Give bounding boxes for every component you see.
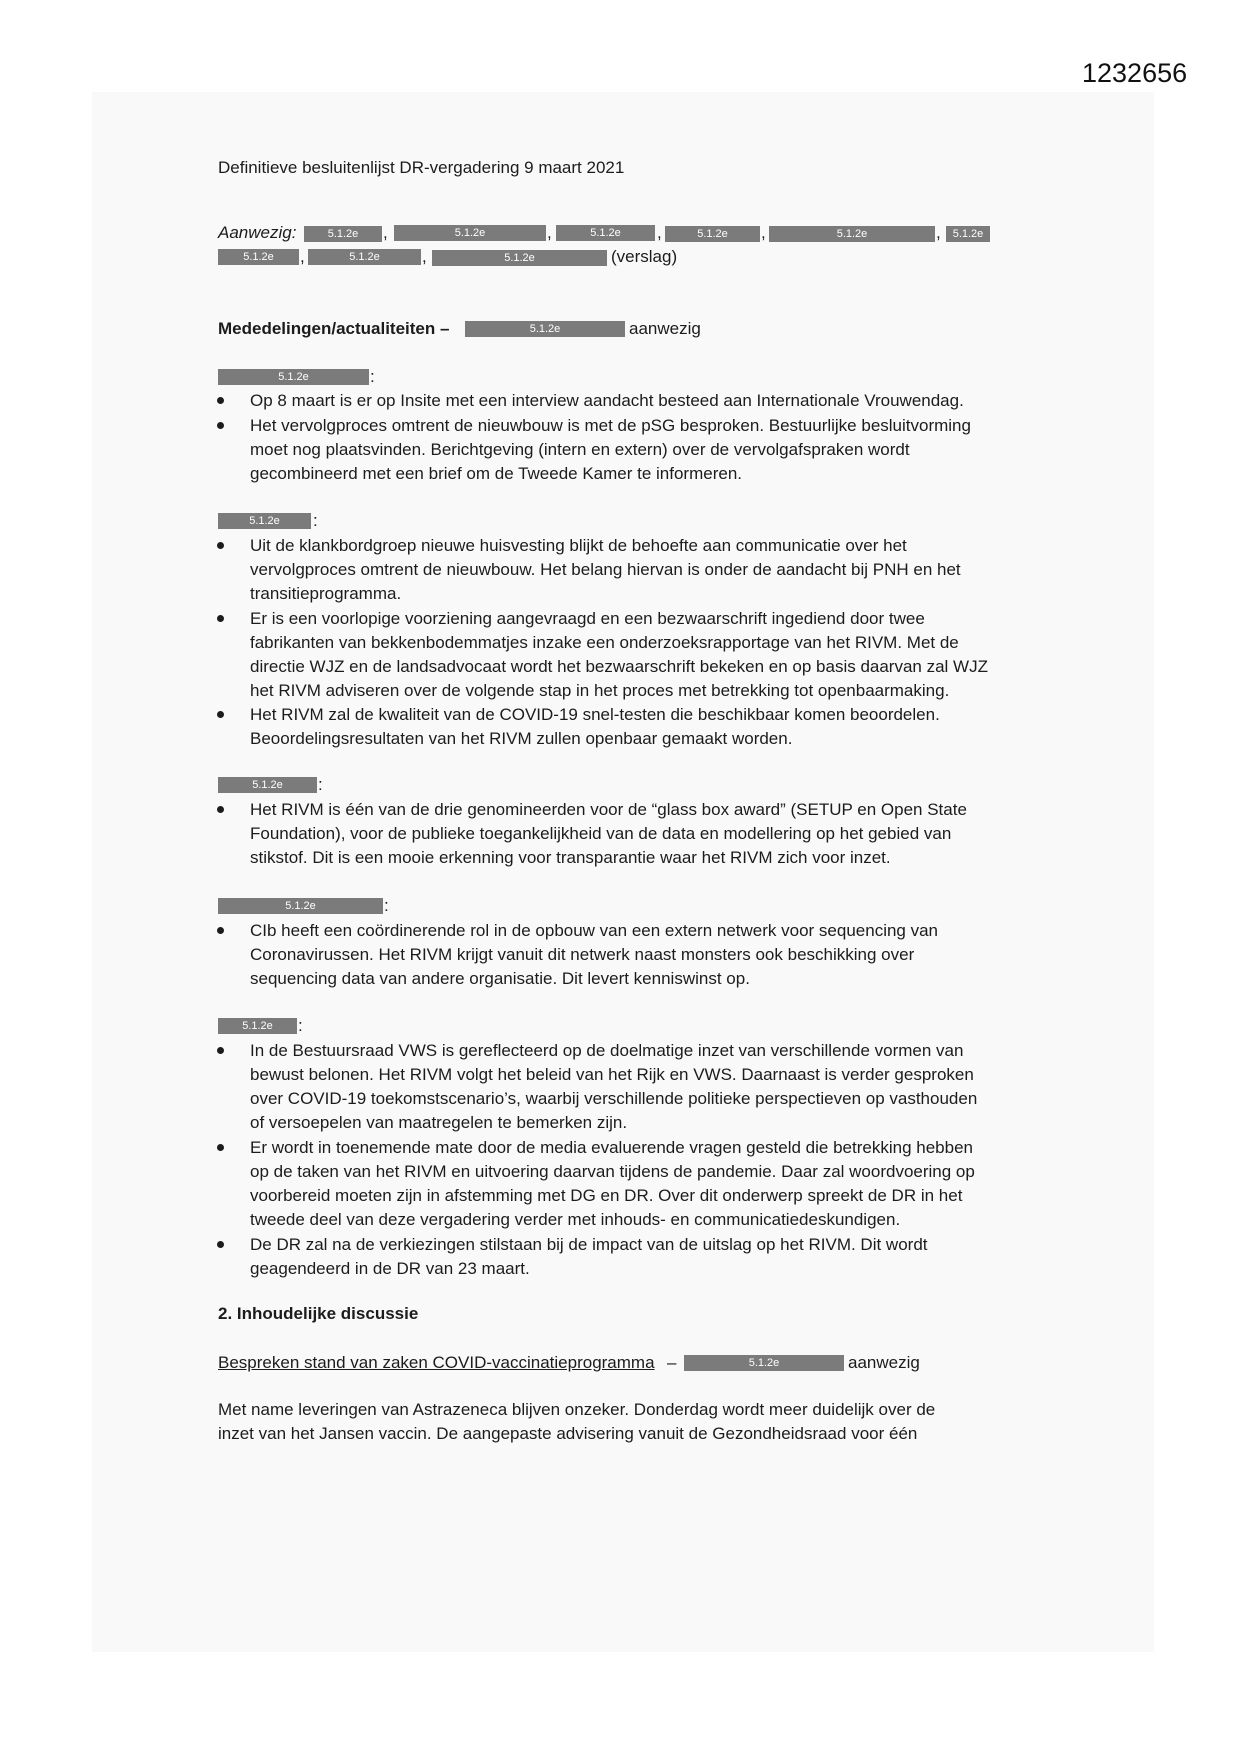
bullet-icon xyxy=(217,1241,224,1248)
separator-comma: , xyxy=(761,223,766,242)
bullet-text: over COVID-19 toekomstscenario’s, waarbij verschillende politieke perspectieven op vasthouden xyxy=(250,1089,978,1108)
redaction-box: 5.1.2e xyxy=(684,1355,844,1371)
speaker-redaction: 5.1.2e xyxy=(218,513,311,529)
bullet-text: geagendeerd in de DR van 23 maart. xyxy=(250,1259,530,1278)
paragraph-line: Met name leveringen van Astrazeneca blijven onzeker. Donderdag wordt meer duidelijk over de xyxy=(218,1400,936,1419)
separator-comma: , xyxy=(383,223,388,242)
bullet-text: CIb heeft een coördinerende rol in de opbouw van een extern netwerk voor sequencing van xyxy=(250,921,939,940)
bullet-icon xyxy=(217,927,224,934)
speaker-colon: : xyxy=(318,775,323,794)
speaker-redaction: 5.1.2e xyxy=(218,1018,297,1034)
bullet-text: transitieprogramma. xyxy=(250,584,402,603)
aanwezig-label: Aanwezig: xyxy=(218,223,297,242)
bullet-text: op de taken van het RIVM en uitvoering daarvan tijdens de pandemie. Daar zal woordvoering op xyxy=(250,1162,975,1181)
redaction-box: 5.1.2e xyxy=(304,226,382,242)
redaction-box: 5.1.2e xyxy=(946,226,990,242)
speaker-redaction: 5.1.2e xyxy=(218,898,383,914)
bullet-text: Coronavirussen. Het RIVM krijgt vanuit dit netwerk naast monsters ook beschikking over xyxy=(250,945,915,964)
bullet-text: Het vervolgproces omtrent de nieuwbouw is met de pSG besproken. Bestuurlijke besluitvorming xyxy=(250,416,971,435)
bullet-text: Uit de klankbordgroep nieuwe huisvesting blijkt de behoefte aan communicatie over het xyxy=(250,536,907,555)
agenda-item-aanwezig: aanwezig xyxy=(848,1353,920,1372)
document-number: 1232656 xyxy=(1082,58,1188,88)
bullet-text: of versoepelen van maatregelen te bemerken zijn. xyxy=(250,1113,628,1132)
agenda-item-dash: – xyxy=(667,1353,677,1372)
redaction-box: 5.1.2e xyxy=(432,250,607,266)
separator-comma: , xyxy=(657,223,662,242)
bullet-text: het RIVM adviseren over de volgende stap in het proces met betrekking tot openbaarmaking. xyxy=(250,681,950,700)
speaker-colon: : xyxy=(313,511,318,530)
bullet-icon xyxy=(217,711,224,718)
speaker-colon: : xyxy=(298,1016,303,1035)
agenda-item-title: Bespreken stand van zaken COVID-vaccinatieprogramma xyxy=(218,1353,655,1372)
redaction-box: 5.1.2e xyxy=(769,226,935,242)
bullet-text: bewust belonen. Het RIVM volgt het beleid van het Rijk en VWS. Daarnaast is verder gesproken xyxy=(250,1065,974,1084)
bullet-text: tweede deel van deze vergadering verder met inhouds- en communicatiedeskundigen. xyxy=(250,1210,901,1229)
bullet-text: sequencing data van andere organisatie. Dit levert kenniswinst op. xyxy=(250,969,750,988)
bullet-icon xyxy=(217,397,224,404)
bullet-text: stikstof. Dit is een mooie erkenning voor transparantie waar het RIVM zich voor inzet. xyxy=(250,848,891,867)
aanwezig-verslag: (verslag) xyxy=(611,247,678,266)
bullet-text: fabrikanten van bekkenbodemmatjes inzake een onderzoeksrapportage van het RIVM. Met de xyxy=(250,633,959,652)
redaction-box: 5.1.2e xyxy=(665,226,760,242)
bullet-icon xyxy=(217,1144,224,1151)
redaction-box: 5.1.2e xyxy=(394,225,546,241)
bullet-text: In de Bestuursraad VWS is gereflecteerd op de doelmatige inzet van verschillende vormen van xyxy=(250,1041,964,1060)
speaker-redaction: 5.1.2e xyxy=(218,369,369,385)
bullet-icon xyxy=(217,1047,224,1054)
bullet-icon xyxy=(217,615,224,622)
separator-comma: , xyxy=(936,223,941,242)
bullet-text: Er wordt in toenemende mate door de media evaluerende vragen gesteld die betrekking hebben xyxy=(250,1138,973,1157)
section-heading: 2. Inhoudelijke discussie xyxy=(218,1304,419,1323)
bullet-text: Op 8 maart is er op Insite met een interview aandacht besteed aan Internationale Vrouwendag. xyxy=(250,391,964,410)
speaker-colon: : xyxy=(370,367,375,386)
bullet-text: moet nog plaatsvinden. Berichtgeving (intern en extern) over de vervolgafspraken wordt xyxy=(250,440,910,459)
mededelingen-aanwezig: aanwezig xyxy=(629,319,701,338)
paragraph-line: inzet van het Jansen vaccin. De aangepaste advisering vanuit de Gezondheidsraad voor één xyxy=(218,1424,918,1443)
bullet-text: Er is een voorlopige voorziening aangevraagd en een bezwaarschrift ingediend door twee xyxy=(250,609,925,628)
bullet-text: directie WJZ en de landsadvocaat wordt het bezwaarschrift bekeken en op basis daarvan zal WJZ xyxy=(250,657,988,676)
bullet-text: Het RIVM is één van de drie genomineerden voor de “glass box award” (SETUP en Open State xyxy=(250,800,967,819)
bullet-text: voorbereid moeten zijn in afstemming met DG en DR. Over dit onderwerp spreekt de DR in het xyxy=(250,1186,963,1205)
speaker-redaction: 5.1.2e xyxy=(218,777,317,793)
bullet-icon xyxy=(217,422,224,429)
speaker-colon: : xyxy=(384,896,389,915)
redaction-box: 5.1.2e xyxy=(465,321,625,337)
bullet-text: Het RIVM zal de kwaliteit van de COVID-19 snel-testen die beschikbaar komen beoordelen. xyxy=(250,705,940,724)
separator-comma: , xyxy=(547,223,552,242)
document-title: Definitieve besluitenlijst DR-vergadering 9 maart 2021 xyxy=(218,158,625,177)
redaction-box: 5.1.2e xyxy=(218,249,299,265)
redaction-box: 5.1.2e xyxy=(556,225,655,241)
bullet-text: De DR zal na de verkiezingen stilstaan bij de impact van de uitslag op het RIVM. Dit wordt xyxy=(250,1235,928,1254)
bullet-text: Foundation), voor de publieke toegankelijkheid van de data en modellering op het gebied van xyxy=(250,824,952,843)
bullet-text: Beoordelingsresultaten van het RIVM zullen openbaar gemaakt worden. xyxy=(250,729,793,748)
separator-comma: , xyxy=(422,247,427,266)
bullet-icon xyxy=(217,806,224,813)
bullet-icon xyxy=(217,542,224,549)
separator-comma: , xyxy=(300,247,305,266)
bullet-text: gecombineerd met een brief om de Tweede Kamer te informeren. xyxy=(250,464,743,483)
mededelingen-heading: Mededelingen/actualiteiten – xyxy=(218,319,450,338)
bullet-text: vervolgproces omtrent de nieuwbouw. Het belang hiervan is onder de aandacht bij PNH en het xyxy=(250,560,961,579)
redaction-box: 5.1.2e xyxy=(308,249,421,265)
